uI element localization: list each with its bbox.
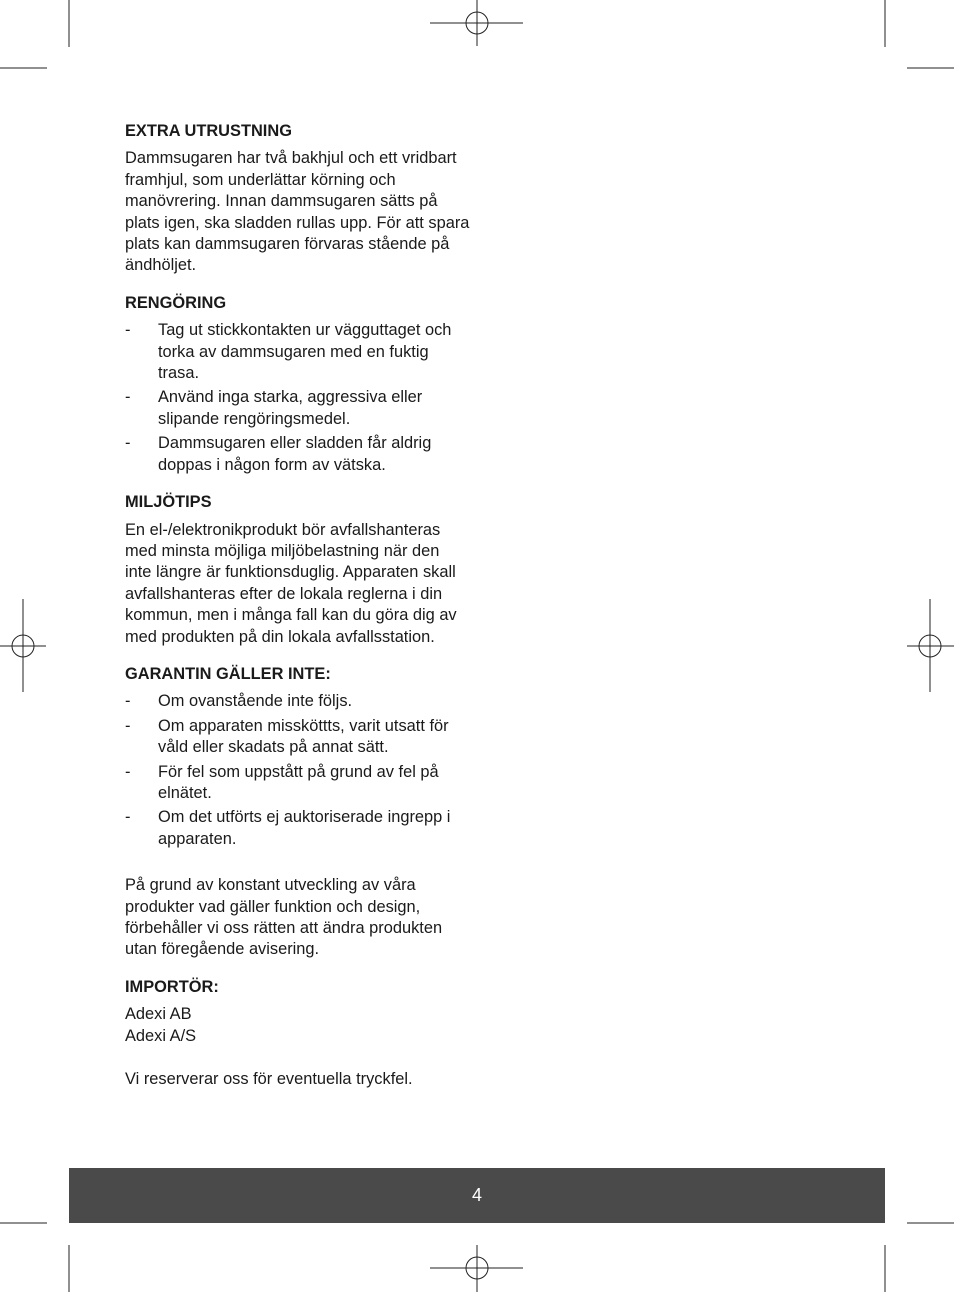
page-footer bbox=[69, 1168, 885, 1223]
section-importer bbox=[125, 977, 470, 1047]
section-heading: RENGÖRING bbox=[125, 293, 227, 312]
importer-line: Adexi AB bbox=[125, 1005, 192, 1024]
section-heading: IMPORTÖR: bbox=[125, 977, 219, 996]
section-garanti bbox=[125, 664, 470, 850]
section-text: Dammsugaren har två bakhjul och ett vridbart framhjul, som underlättar körning och manövrering. Innan dammsugaren sätts på plats igen, ska sladden rullas upp. För att spara plats kan dammsugaren förvaras stående på ändhöljet. bbox=[125, 149, 470, 275]
importer-line: Adexi A/S bbox=[125, 1026, 197, 1045]
warranty-exclusions-list bbox=[125, 691, 470, 850]
list-item: - Om det utförts ej auktoriserade ingrepp i apparaten. bbox=[125, 807, 470, 850]
cleaning-list bbox=[125, 320, 470, 476]
manual-content bbox=[125, 121, 470, 1090]
reservation-text: Vi reserverar oss för eventuella tryckfel. bbox=[125, 1070, 413, 1089]
section-text: En el-/elektronikprodukt bör avfallshanteras med minsta möjliga miljöbelastning när den inte längre är funktionsduglig. Apparaten skall avfallshanteras efter de lokala reglerna i din kommun, men i många fall kan du göra dig av med produkten på din lokala avfallsstation. bbox=[125, 520, 457, 646]
page-number: 4 bbox=[471, 1185, 482, 1205]
list-item: - Om apparaten missköttts, varit utsatt för våld eller skadats på annat sätt. bbox=[125, 716, 470, 759]
section-miljotips bbox=[125, 492, 470, 648]
section-heading: GARANTIN GÄLLER INTE: bbox=[125, 664, 331, 683]
spacer bbox=[125, 1047, 470, 1069]
list-item: - Tag ut stickkontakten ur vägguttaget och torka av dammsugaren med en fuktig trasa. bbox=[125, 320, 470, 384]
list-item: - Om ovanstående inte följs. bbox=[125, 691, 470, 712]
list-item: - Använd inga starka, aggressiva eller slipande rengöringsmedel. bbox=[125, 387, 470, 430]
spacer bbox=[125, 853, 470, 875]
section-heading: EXTRA UTRUSTNING bbox=[125, 122, 292, 140]
disclaimer-text: På grund av konstant utveckling av våra produkter vad gäller funktion och design, förbehåller vi oss rätten att ändra produkten utan föregående avisering. bbox=[125, 876, 443, 959]
list-item: - För fel som uppstått på grund av fel på elnätet. bbox=[125, 762, 470, 805]
list-item: - Dammsugaren eller sladden får aldrig doppas i någon form av vätska. bbox=[125, 433, 470, 476]
section-extra-utrustning bbox=[125, 121, 470, 277]
section-rengoring bbox=[125, 293, 470, 476]
section-heading: MILJÖTIPS bbox=[125, 493, 212, 512]
